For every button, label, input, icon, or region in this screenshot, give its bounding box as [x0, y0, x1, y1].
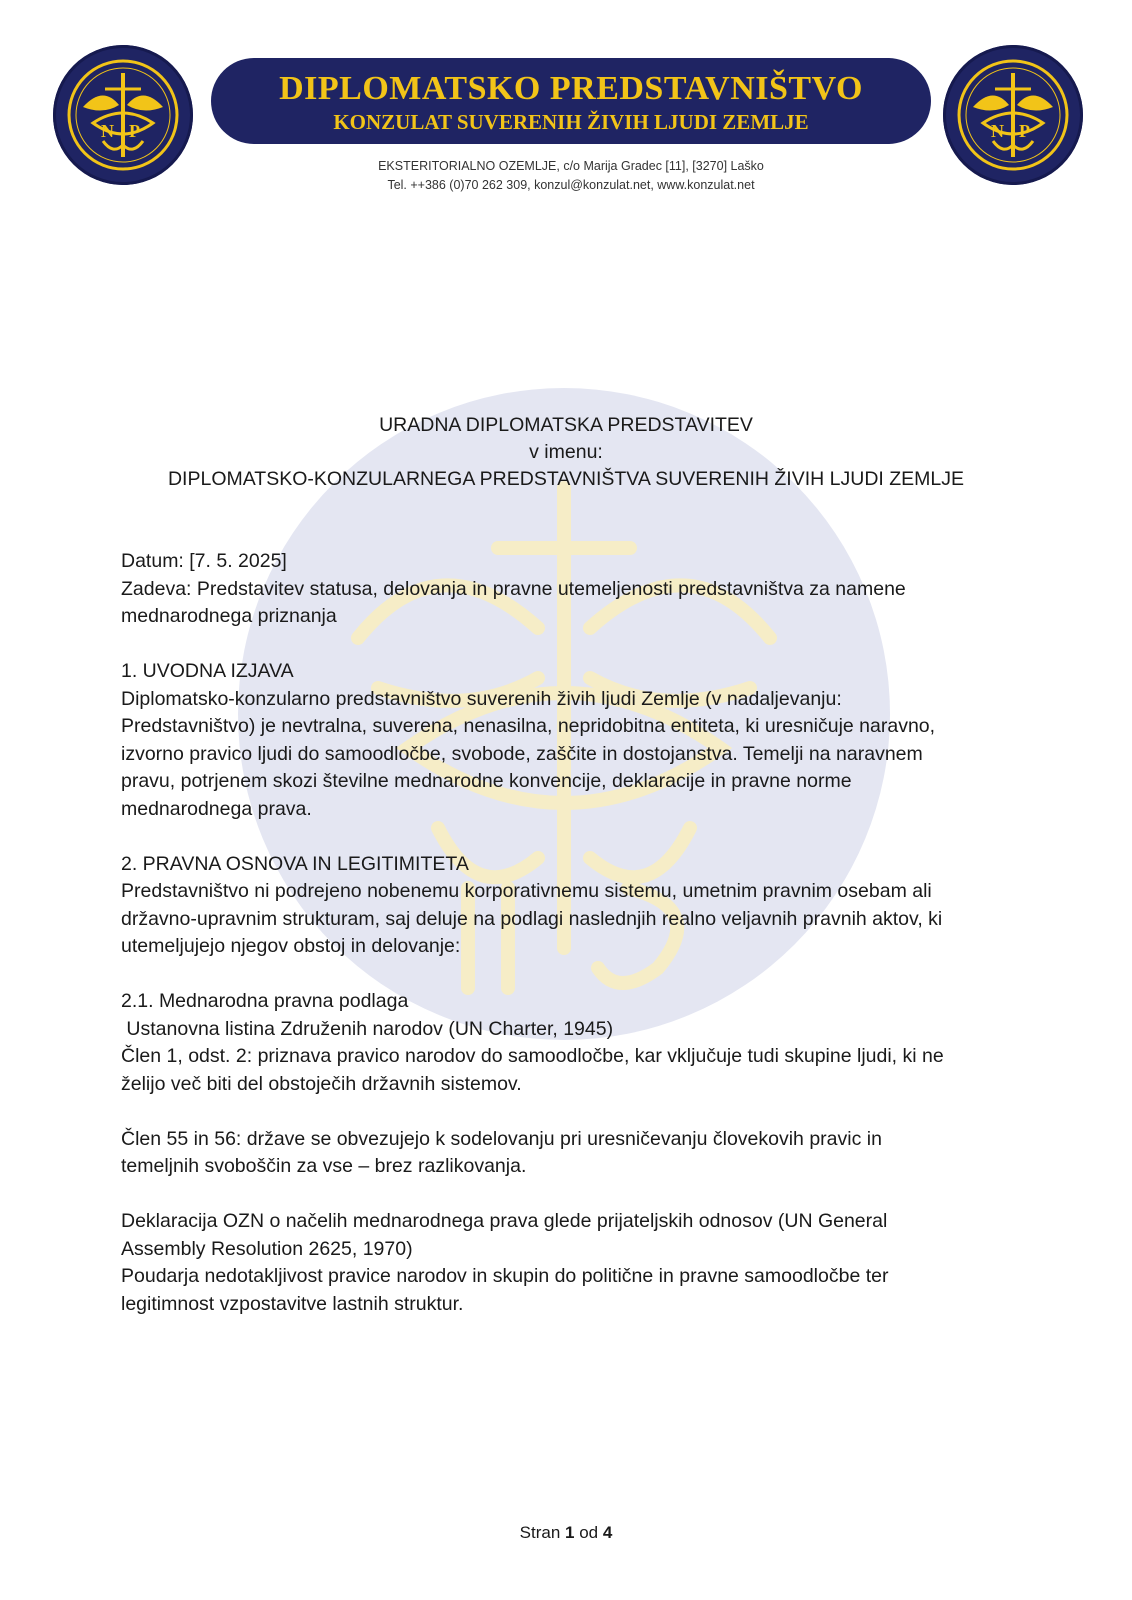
svg-text:N: N	[991, 121, 1004, 141]
contact-line: Tel. ++386 (0)70 262 309, konzul@konzulat.net, www.konzulat.net	[387, 178, 755, 192]
page-middle: od	[579, 1523, 599, 1542]
page-number	[0, 1523, 1132, 1543]
page-current: 1	[565, 1523, 575, 1542]
title-line-1: URADNA DIPLOMATSKA PREDSTAVITEV	[379, 414, 753, 436]
section-2-line: utemeljujejo njegov obstoj in delovanje:	[121, 935, 461, 957]
article-1-line: Člen 1, odst. 2: priznava pravico narodov do samoodločbe, kar vključuje tudi skupine ljudi, ki ne	[121, 1045, 944, 1067]
subject-line-2: mednarodnega priznanja	[121, 605, 337, 627]
title-line-2: v imenu:	[529, 441, 603, 463]
section-2-line: Predstavništvo ni podrejeno nobenemu korporativnemu sistemu, umetnim pravnim osebam ali	[121, 880, 932, 902]
section-2-line: državno-upravnim strukturam, saj deluje na podlagi naslednjih realno veljavnih pravnih aktov, ki	[121, 907, 943, 930]
section-1-line: Diplomatsko-konzularno predstavništvo suverenih živih ljudi Zemlje (v nadaljevanju:	[121, 687, 842, 710]
section-1-heading: 1. UVODNA IZJAVA	[121, 660, 294, 682]
section-2-heading: 2. PRAVNA OSNOVA IN LEGITIMITETA	[121, 852, 469, 875]
charter-line: Ustanovna listina Združenih narodov (UN Charter, 1945)	[121, 1017, 614, 1040]
section-1-line: Predstavništvo) je nevtralna, suverena, nenasilna, nepridobitna entiteta, ki uresničuje naravno,	[121, 715, 936, 737]
subject-line-1: Zadeva: Predstavitev statusa, delovanja in pravne utemeljenosti predstavništva za namene	[121, 577, 906, 600]
svg-text:N: N	[101, 121, 114, 141]
seal-right-icon	[943, 45, 1083, 185]
title-line-3: DIPLOMATSKO-KONZULARNEGA PREDSTAVNIŠTVA SUVERENIH ŽIVIH LJUDI ZEMLJE	[167, 468, 965, 490]
article-55-line: temeljnih svoboščin za vse – brez razlikovanja.	[121, 1155, 527, 1177]
section-1-line: pravu, potrjenem skozi številne mednarodne konvencije, deklaracije in pravne norme	[121, 770, 852, 792]
banner-title: DIPLOMATSKO PREDSTAVNIŠTVO	[279, 70, 863, 107]
page-prefix: Stran	[519, 1523, 561, 1542]
declaration-line: Deklaracija OZN o načelih mednarodnega prava glede prijateljskih odnosov (UN General	[121, 1210, 888, 1232]
date-line: Datum: [7. 5. 2025]	[121, 550, 287, 572]
declaration-line: Poudarja nedotakljivost pravice narodov in skupin do politične in pravne samoodločbe ter	[121, 1265, 889, 1287]
seal-left-icon	[53, 45, 193, 185]
svg-text:P: P	[129, 121, 140, 141]
section-1-line: mednarodnega prava.	[121, 797, 312, 820]
address-line: EKSTERITORIALNO OZEMLJE, c/o Marija Gradec [11], [3270] Laško	[378, 159, 764, 173]
declaration-line: legitimnost vzpostavitve lastnih struktur.	[121, 1292, 464, 1315]
svg-text:P: P	[1019, 121, 1030, 141]
article-55-line: Člen 55 in 56: države se obvezujejo k sodelovanju pri uresničevanju človekovih pravic in	[121, 1127, 882, 1150]
section-2-1-heading: 2.1. Mednarodna pravna podlaga	[121, 990, 409, 1012]
header-banner	[211, 58, 931, 144]
page-total: 4	[602, 1523, 613, 1542]
section-1-line: izvorno pravico ljudi do samoodločbe, svobode, zaščite in dostojanstva. Temelji na naravnem	[121, 742, 923, 765]
document-body	[121, 548, 1021, 1318]
banner-subtitle: KONZULAT SUVERENIH ŽIVIH LJUDI ZEMLJE	[333, 110, 809, 134]
declaration-line: Assembly Resolution 2625, 1970)	[121, 1237, 413, 1260]
article-1-line: želijo več biti del obstoječih državnih sistemov.	[121, 1072, 522, 1095]
